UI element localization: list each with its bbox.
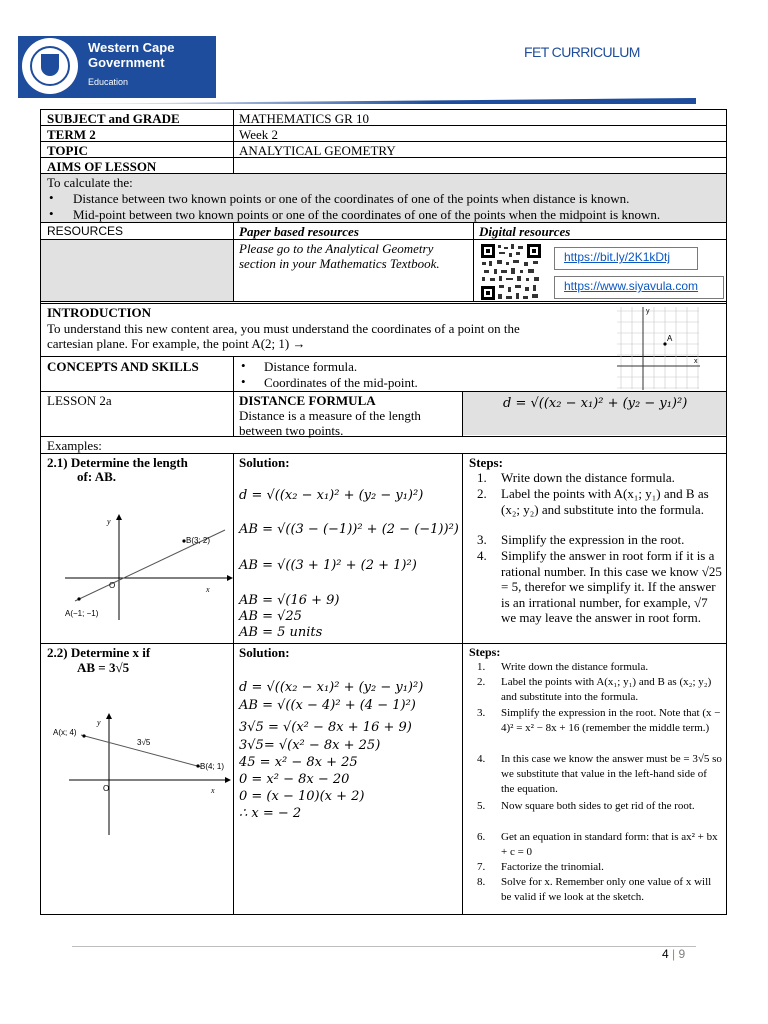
lesson-label: LESSON 2a: [47, 393, 112, 408]
ex2-solution-line-7: 0 = (x − 10)(x + 2): [239, 789, 365, 804]
graph-point-a-label: A: [667, 334, 673, 343]
ex1-x-axis-label: x: [206, 585, 210, 594]
logo-title: Western Cape Government: [88, 40, 175, 70]
graph-x-label: x: [694, 358, 698, 365]
aims-intro: To calculate the:: [47, 175, 133, 190]
paper-resources-label: Paper based resources: [239, 224, 359, 239]
bullet-icon: •: [241, 374, 246, 389]
subject-value: MATHEMATICS GR 10: [239, 111, 370, 126]
ex2-solution-line-6: 0 = x² − 8x − 20: [239, 772, 350, 787]
topic-value: ANALYTICAL GEOMETRY: [239, 143, 396, 158]
ex1-solution-line-4: AB = √(16 + 9): [239, 593, 340, 608]
ex2-step-6: Get an equation in standard form: that is ax² + bx + c = 0: [501, 831, 718, 858]
graph-y-label: y: [646, 308, 650, 315]
aim-item-1: Distance between two known points or one of the coordinates of one of the points when distance is known.: [73, 191, 630, 206]
ex2-point-b-label: B(4; 1): [200, 762, 225, 771]
ex2-step-4: In this case we know the answer must be = 3√5 so we substitute that value in the left-hand side of the equation.: [501, 753, 722, 795]
ex2-step-2: Label the points with A(x₁; y₁) and B as (x₂; y₂) and substitute into the formula.: [501, 676, 712, 703]
ex1-solution-line-6: AB = 5 units: [239, 625, 323, 640]
bullet-icon: •: [241, 358, 246, 373]
concept-item-2: Coordinates of the mid-point.: [264, 375, 418, 390]
ex2-solution-line-1: d = √((x₂ − x₁)² + (y₂ − y₁)²): [239, 680, 424, 695]
intro-grid-graph: [615, 305, 701, 391]
ex1-origin-label: O: [109, 581, 116, 590]
ex1-solution-line-1: d = √((x₂ − x₁)² + (y₂ − y₁)²): [239, 488, 424, 503]
ex2-graph: [49, 707, 233, 837]
qr-code-icon: [480, 243, 542, 301]
ex2-question-line-2: AB = 3√5: [77, 660, 130, 675]
ex2-question-line-1: 2.2) Determine x if: [47, 645, 151, 660]
crest-icon: [22, 38, 78, 94]
ex2-step-1: Write down the distance formula.: [501, 661, 649, 673]
lesson-desc: Distance is a measure of the length between two points.: [239, 408, 421, 438]
resources-label: RESOURCES: [47, 224, 124, 238]
header-bar: [40, 98, 696, 104]
ex2-point-a-label: A(x; 4): [53, 728, 77, 737]
bullet-icon: •: [49, 190, 54, 205]
ex2-solution-line-4: 3√5= √(x² − 8x + 25): [239, 738, 381, 753]
examples-label: Examples:: [47, 438, 102, 453]
lesson-table: SUBJECT and GRADE MATHEMATICS GR 10 TERM 2 Week 2 TOPIC ANALYTICAL GEOMETRY AIMS OF LESSON To calculate the: • Distance between two known points or one of the coordinates of one of the points when distance is known. • Mid-point between two known points or one of the coordinates of one of the points when the midpoint is known. RESOURCES Paper based resources Digital resources Please go to the Analytical Geometry section in your Mathematics Textbook. https://bit.ly/2K1kDtj https://www.siyavula.com INTRODUCTION To understand this new content area, you must understand the coordinates of a point on the cartesian plane. For example, the point A(2; 1) → A y x CONCEPTS AND SKILLS • Distance formula. • Coordinates of the mid-point. LESSON 2a DISTANCE FORMULA Distance is a measure of the length between two points. d = √((x₂ − x₁)² + (y₂ − y₁)²) Examples: 2.1) Determine the length of: AB. B(3; 2) A(−1; −1) O x y Solution: d = √((x₂ − x₁)² + (y₂ − y₁)²) AB = √((3 − (−1))² + (2 − (−1))²) AB = √((3 + 1)² + (2 + 1)²) AB = √(16 + 9) AB = √25 AB = 5 units Steps: 1. Write down the distance formula. 2. Label the points with A(x₁; y₁) and B as (x₂; y₂) and substitute into the formula. 3. Simplify the expression in the root. 4. Simplify the answer in root form if it is a rational number. In this case we know √25 = 5, therefor we simplify it. If the answer is an irrational number, for example, √7 we may leave the answer in root form. 2.2) Determine x if AB = 3√5 A(x; 4) B(4; 1) 3√5 O x y Solution: d = √((x₂ − x₁)² + (y₂ − y₁)²) AB = √((x − 4)² + (4 − 1)²) 3√5 = √(x² − 8x + 16 + 9) 3√5= √(x² − 8x + 25) 45 = x² − 8x + 25 0 = x² − 8x − 20 0 = (x − 10)(x + 2) ∴ x = − 2 Steps: 1. Write down the distance formula. 2. Label the points with A(x₁; y₁) and B as (x₂; y₂) and substitute into the formula. 3. Simplify the expression in the root. Note that (x − 4)² = x² − 8x + 16 (remember the middle term.) 4. In this case we know the answer must be = 3√5 so we substitute that value in the left-hand side of the equation. 5. Now square both sides to get rid of the root. 6. Get an equation in standard form: that is ax² + bx + c = 0 7. Factorize the trinomial. 8. Solve for x. Remember only one value of x will be valid if we look at the sketch.: [40, 109, 727, 915]
ex2-y-axis-label: y: [97, 718, 101, 727]
concept-item-1: Distance formula.: [264, 359, 358, 374]
ex2-distance-label: 3√5: [137, 738, 151, 747]
term-label: TERM 2: [47, 127, 96, 142]
ex1-steps-label: Steps:: [469, 455, 503, 470]
ex2-step-3: Simplify the expression in the root. Note that (x − 4)² = x² − 8x + 16 (remember the middle term.): [501, 707, 721, 734]
ex1-question-line-1: 2.1) Determine the length: [47, 455, 188, 470]
curriculum-label: FET CURRICULUM: [524, 44, 640, 60]
ex1-point-b-label: B(3; 2): [186, 536, 211, 545]
ex1-step-2: Label the points with A(x₁; y₁) and B as (x₂; y₂) and substitute into the formula.: [501, 486, 709, 517]
ex1-step-1: Write down the distance formula.: [501, 470, 675, 485]
ex2-steps-label: Steps:: [469, 645, 501, 659]
ex1-y-axis-label: y: [107, 517, 111, 526]
concepts-label: CONCEPTS AND SKILLS: [47, 359, 199, 374]
term-value: Week 2: [239, 127, 279, 142]
link-siyavula[interactable]: https://www.siyavula.com: [554, 276, 724, 299]
ex1-step-3: Simplify the expression in the root.: [501, 532, 685, 547]
ex2-solution-label: Solution:: [239, 645, 290, 660]
aim-item-2: Mid-point between two known points or one of the coordinates of one of the points when the midpoint is known.: [73, 207, 661, 222]
topic-label: TOPIC: [47, 143, 88, 158]
ex1-solution-line-3: AB = √((3 + 1)² + (2 + 1)²): [239, 558, 417, 573]
logo-subtitle: Education: [88, 77, 129, 87]
introduction-line-1: To understand this new content area, you must understand the coordinates of a point on the: [47, 321, 520, 336]
ex1-solution-line-5: AB = √25: [239, 609, 302, 624]
digital-resources-label: Digital resources: [479, 224, 571, 239]
introduction-line-2: cartesian plane. For example, the point A(2; 1) →: [47, 336, 306, 351]
ex1-solution-label: Solution:: [239, 455, 290, 470]
ex2-solution-line-2: AB = √((x − 4)² + (4 − 1)²): [239, 698, 416, 713]
resources-bg: [41, 240, 233, 301]
bullet-icon: •: [49, 206, 54, 221]
ex2-step-5: Now square both sides to get rid of the root.: [501, 800, 695, 812]
page-number: 4 | 9: [662, 947, 686, 961]
ex1-graph: [55, 510, 233, 620]
introduction-title: INTRODUCTION: [47, 305, 152, 320]
ex1-solution-line-2: AB = √((3 − (−1))² + (2 − (−1))²): [239, 522, 459, 537]
paper-resources-text: Please go to the Analytical Geometry section in your Mathematics Textbook.: [239, 241, 440, 271]
ex2-solution-line-8: ∴ x = − 2: [239, 806, 302, 821]
distance-formula: d = √((x₂ − x₁)² + (y₂ − y₁)²): [503, 396, 688, 411]
ex2-step-7: Factorize the trinomial.: [501, 861, 604, 873]
ex1-question-line-2: of: AB.: [77, 469, 116, 484]
footer-divider: [72, 946, 696, 947]
ex2-step-8: Solve for x. Remember only one value of x will be valid if we look at the sketch.: [501, 876, 712, 903]
ex2-solution-line-3: 3√5 = √(x² − 8x + 16 + 9): [239, 720, 412, 735]
link-bitly[interactable]: https://bit.ly/2K1kDtj: [554, 247, 698, 270]
ex2-origin-label: O: [103, 784, 110, 793]
wcg-logo: [18, 36, 216, 98]
lesson-title: DISTANCE FORMULA: [239, 393, 376, 408]
ex2-solution-line-5: 45 = x² − 8x + 25: [239, 755, 358, 770]
aims-label: AIMS OF LESSON: [47, 159, 157, 174]
ex2-x-axis-label: x: [211, 786, 215, 795]
ex1-step-4: Simplify the answer in root form if it is a rational number. In this case we know √25 = 5, therefor we simplify it. If the answer is an irrational number, for example, √7 we may leave the answer in root form.: [501, 548, 722, 625]
subject-label: SUBJECT and GRADE: [47, 111, 180, 126]
ex1-point-a-label: A(−1; −1): [65, 609, 99, 618]
